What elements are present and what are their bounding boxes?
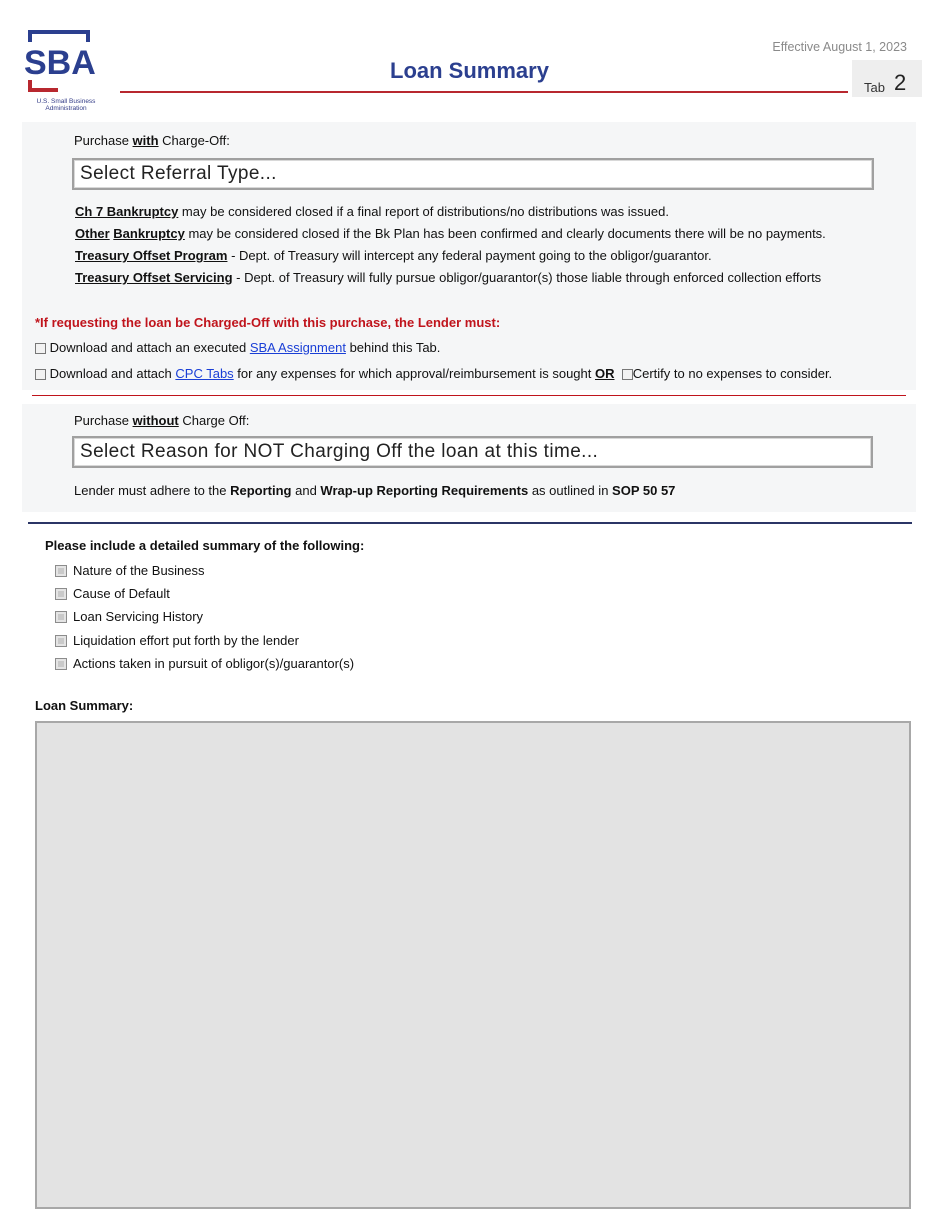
- loan-summary-textarea[interactable]: [35, 721, 911, 1209]
- charge-off-requirements-heading: *If requesting the loan be Charged-Off with this purchase, the Lender must:: [35, 315, 501, 330]
- title-underline: [120, 91, 848, 93]
- definition-treasury-offset-program: [75, 245, 826, 267]
- definition-term: Other: [75, 226, 110, 241]
- definition-term: Treasury Offset Program: [75, 248, 228, 263]
- without-charge-off-label: [74, 413, 249, 428]
- cpc-tabs-checkbox[interactable]: [35, 369, 46, 380]
- checklist-checkbox[interactable]: [55, 611, 67, 623]
- sba-logo: [22, 28, 102, 110]
- page-title: Loan Summary: [390, 58, 549, 83]
- definitions-list: [75, 201, 826, 289]
- checklist-label: Cause of Default: [73, 586, 170, 601]
- checklist-item: [55, 563, 354, 586]
- requirement-text: Download and attach an executed: [49, 340, 250, 355]
- sba-logo-mark: [22, 28, 102, 98]
- checklist-item: [55, 609, 354, 633]
- definition-term: Ch 7 Bankruptcy: [75, 204, 179, 219]
- definition-treasury-offset-servicing: [75, 267, 826, 289]
- note-bold: SOP 50 57: [612, 483, 676, 498]
- effective-date: Effective August 1, 2023: [772, 40, 907, 54]
- tab-number: 2: [894, 70, 907, 95]
- checklist-item: [55, 633, 354, 656]
- tab-label: Tab: [864, 80, 885, 95]
- referral-type-select[interactable]: Select Referral Type...: [72, 158, 874, 190]
- tab-indicator: [852, 60, 922, 97]
- definition-text: may be considered closed if the Bk Plan has been confirmed and clearly documents there will be no payments.: [184, 226, 826, 241]
- summary-checklist: [55, 563, 354, 679]
- no-charge-off-reason-select[interactable]: Select Reason for NOT Charging Off the loan at this time...: [72, 436, 873, 468]
- definition-other-bankruptcy: [75, 223, 826, 245]
- checklist-label: Actions taken in pursuit of obligor(s)/guarantor(s): [73, 656, 355, 671]
- note-bold: Reporting: [230, 483, 292, 498]
- checklist-label: Liquidation effort put forth by the lender: [73, 633, 299, 648]
- definition-text: - Dept. of Treasury will fully pursue obligor/guarantor(s) those liable through enforced collection efforts: [232, 270, 822, 285]
- or-emphasis: OR: [594, 366, 615, 381]
- requirement-text: for any expenses for which approval/reimbursement is sought: [233, 366, 595, 381]
- label-text: Charge-Off:: [158, 133, 230, 148]
- note-bold: Wrap-up Reporting Requirements: [320, 483, 529, 498]
- section-divider-navy: [28, 522, 912, 524]
- label-emphasis: with: [132, 133, 159, 148]
- requirement-sba-assignment: [35, 340, 440, 355]
- loan-summary-label: Loan Summary:: [35, 698, 134, 713]
- sba-assignment-checkbox[interactable]: [35, 343, 46, 354]
- logo-letters: SBA: [24, 44, 96, 82]
- definition-text: may be considered closed if a final report of distributions/no distributions was issued.: [178, 204, 669, 219]
- checklist-checkbox[interactable]: [55, 658, 67, 670]
- checklist-label: Nature of the Business: [73, 563, 205, 578]
- checklist-item: [55, 586, 354, 609]
- checklist-label: Loan Servicing History: [73, 609, 204, 624]
- section-divider-red: [32, 395, 906, 396]
- requirement-text: Download and attach: [49, 366, 176, 381]
- label-text: Purchase: [74, 133, 133, 148]
- note-text: as outlined in: [528, 483, 613, 498]
- certify-no-expenses-checkbox[interactable]: [622, 369, 633, 380]
- certify-text: Certify to no expenses to consider.: [632, 366, 833, 381]
- requirement-cpc-tabs: [35, 366, 832, 381]
- cpc-tabs-link[interactable]: CPC Tabs: [175, 366, 234, 381]
- with-charge-off-label: [74, 133, 230, 148]
- requirement-text: behind this Tab.: [345, 340, 441, 355]
- definition-ch7: [75, 201, 826, 223]
- checklist-checkbox[interactable]: [55, 635, 67, 647]
- note-text: and: [291, 483, 321, 498]
- logo-subtitle: U.S. Small Business Administration: [36, 98, 96, 112]
- label-text: Charge Off:: [178, 413, 250, 428]
- definition-term: Treasury Offset Servicing: [75, 270, 233, 285]
- reporting-note: [74, 483, 675, 498]
- summary-instructions-heading: Please include a detailed summary of the following:: [45, 538, 365, 553]
- checklist-item: [55, 656, 354, 679]
- label-emphasis: without: [132, 413, 179, 428]
- definition-text: - Dept. of Treasury will intercept any federal payment going to the obligor/guarantor.: [227, 248, 712, 263]
- definition-term: Bankruptcy: [113, 226, 185, 241]
- checklist-checkbox[interactable]: [55, 565, 67, 577]
- checklist-checkbox[interactable]: [55, 588, 67, 600]
- label-text: Purchase: [74, 413, 133, 428]
- note-text: Lender must adhere to the: [74, 483, 231, 498]
- sba-assignment-link[interactable]: SBA Assignment: [249, 340, 346, 355]
